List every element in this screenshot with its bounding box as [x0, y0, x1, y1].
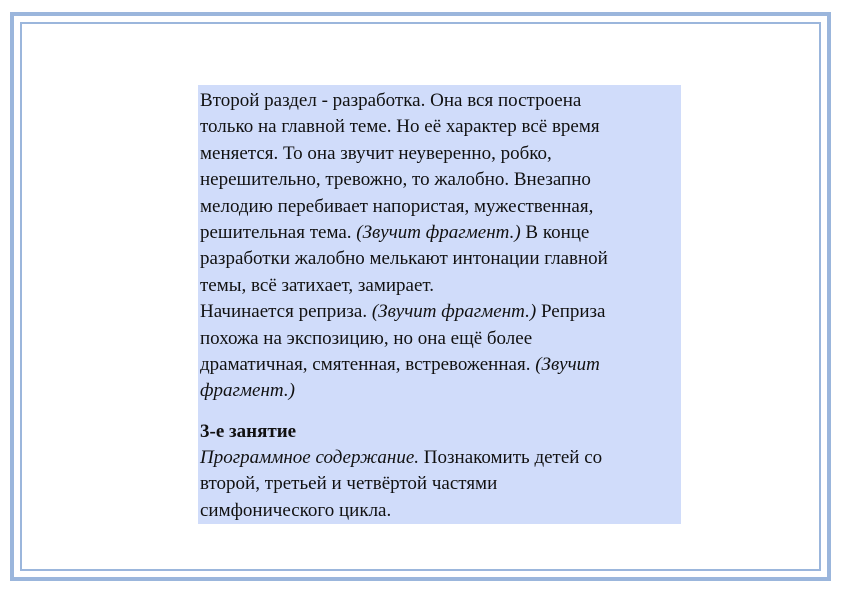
bold-heading: 3-е занятие — [200, 420, 297, 442]
italic-run: (Звучит фрагмент.) — [356, 221, 521, 243]
text-line — [200, 273, 678, 299]
text-line — [200, 299, 678, 325]
lesson-text — [200, 88, 678, 524]
text-line — [200, 88, 678, 114]
text-run: В конце — [520, 221, 590, 243]
text-line — [200, 194, 678, 220]
text-line — [200, 352, 678, 378]
text-run: только на главной теме. Но её характер всё время — [200, 116, 600, 138]
text-line — [200, 141, 678, 167]
text-run: Познакомить детей со — [419, 447, 603, 469]
italic-run: (Звучит — [535, 353, 600, 375]
text-run: похожа на экспозицию, но она ещё более — [200, 327, 533, 349]
italic-run: Программное содержание. — [200, 447, 420, 469]
text-line — [200, 445, 678, 471]
text-run: Реприза — [536, 301, 606, 323]
text-run: разработки жалобно мелькают интонации главной — [200, 248, 608, 270]
text-line — [200, 326, 678, 352]
text-run: меняется. То она звучит неуверенно, робко, — [200, 142, 552, 164]
text-run: второй, третьей и четвёртой частями — [200, 473, 498, 495]
text-line — [200, 498, 678, 524]
text-line — [200, 378, 678, 404]
paragraph-gap — [200, 405, 678, 419]
text-line — [200, 246, 678, 272]
text-line — [200, 114, 678, 140]
text-run: Начинается реприза. — [200, 301, 372, 323]
text-run: решительная тема. — [200, 221, 357, 243]
text-run: нерешительно, тревожно, то жалобно. Внезапно — [200, 169, 591, 191]
text-line — [200, 167, 678, 193]
text-run: симфонического цикла. — [200, 499, 392, 521]
italic-run: (Звучит фрагмент.) — [371, 301, 537, 323]
text-line — [200, 220, 678, 246]
text-run: драматичная, смятенная, встревоженная. — [200, 353, 536, 375]
text-run: Второй раздел - разработка. Она вся построена — [200, 90, 582, 111]
text-run: мелодию перебивает напористая, мужественная, — [200, 195, 594, 217]
text-line — [200, 419, 678, 445]
italic-run: фрагмент.) — [200, 380, 295, 402]
text-block — [198, 85, 681, 524]
text-line — [200, 471, 678, 497]
text-run: темы, всё затихает, замирает. — [200, 274, 435, 296]
